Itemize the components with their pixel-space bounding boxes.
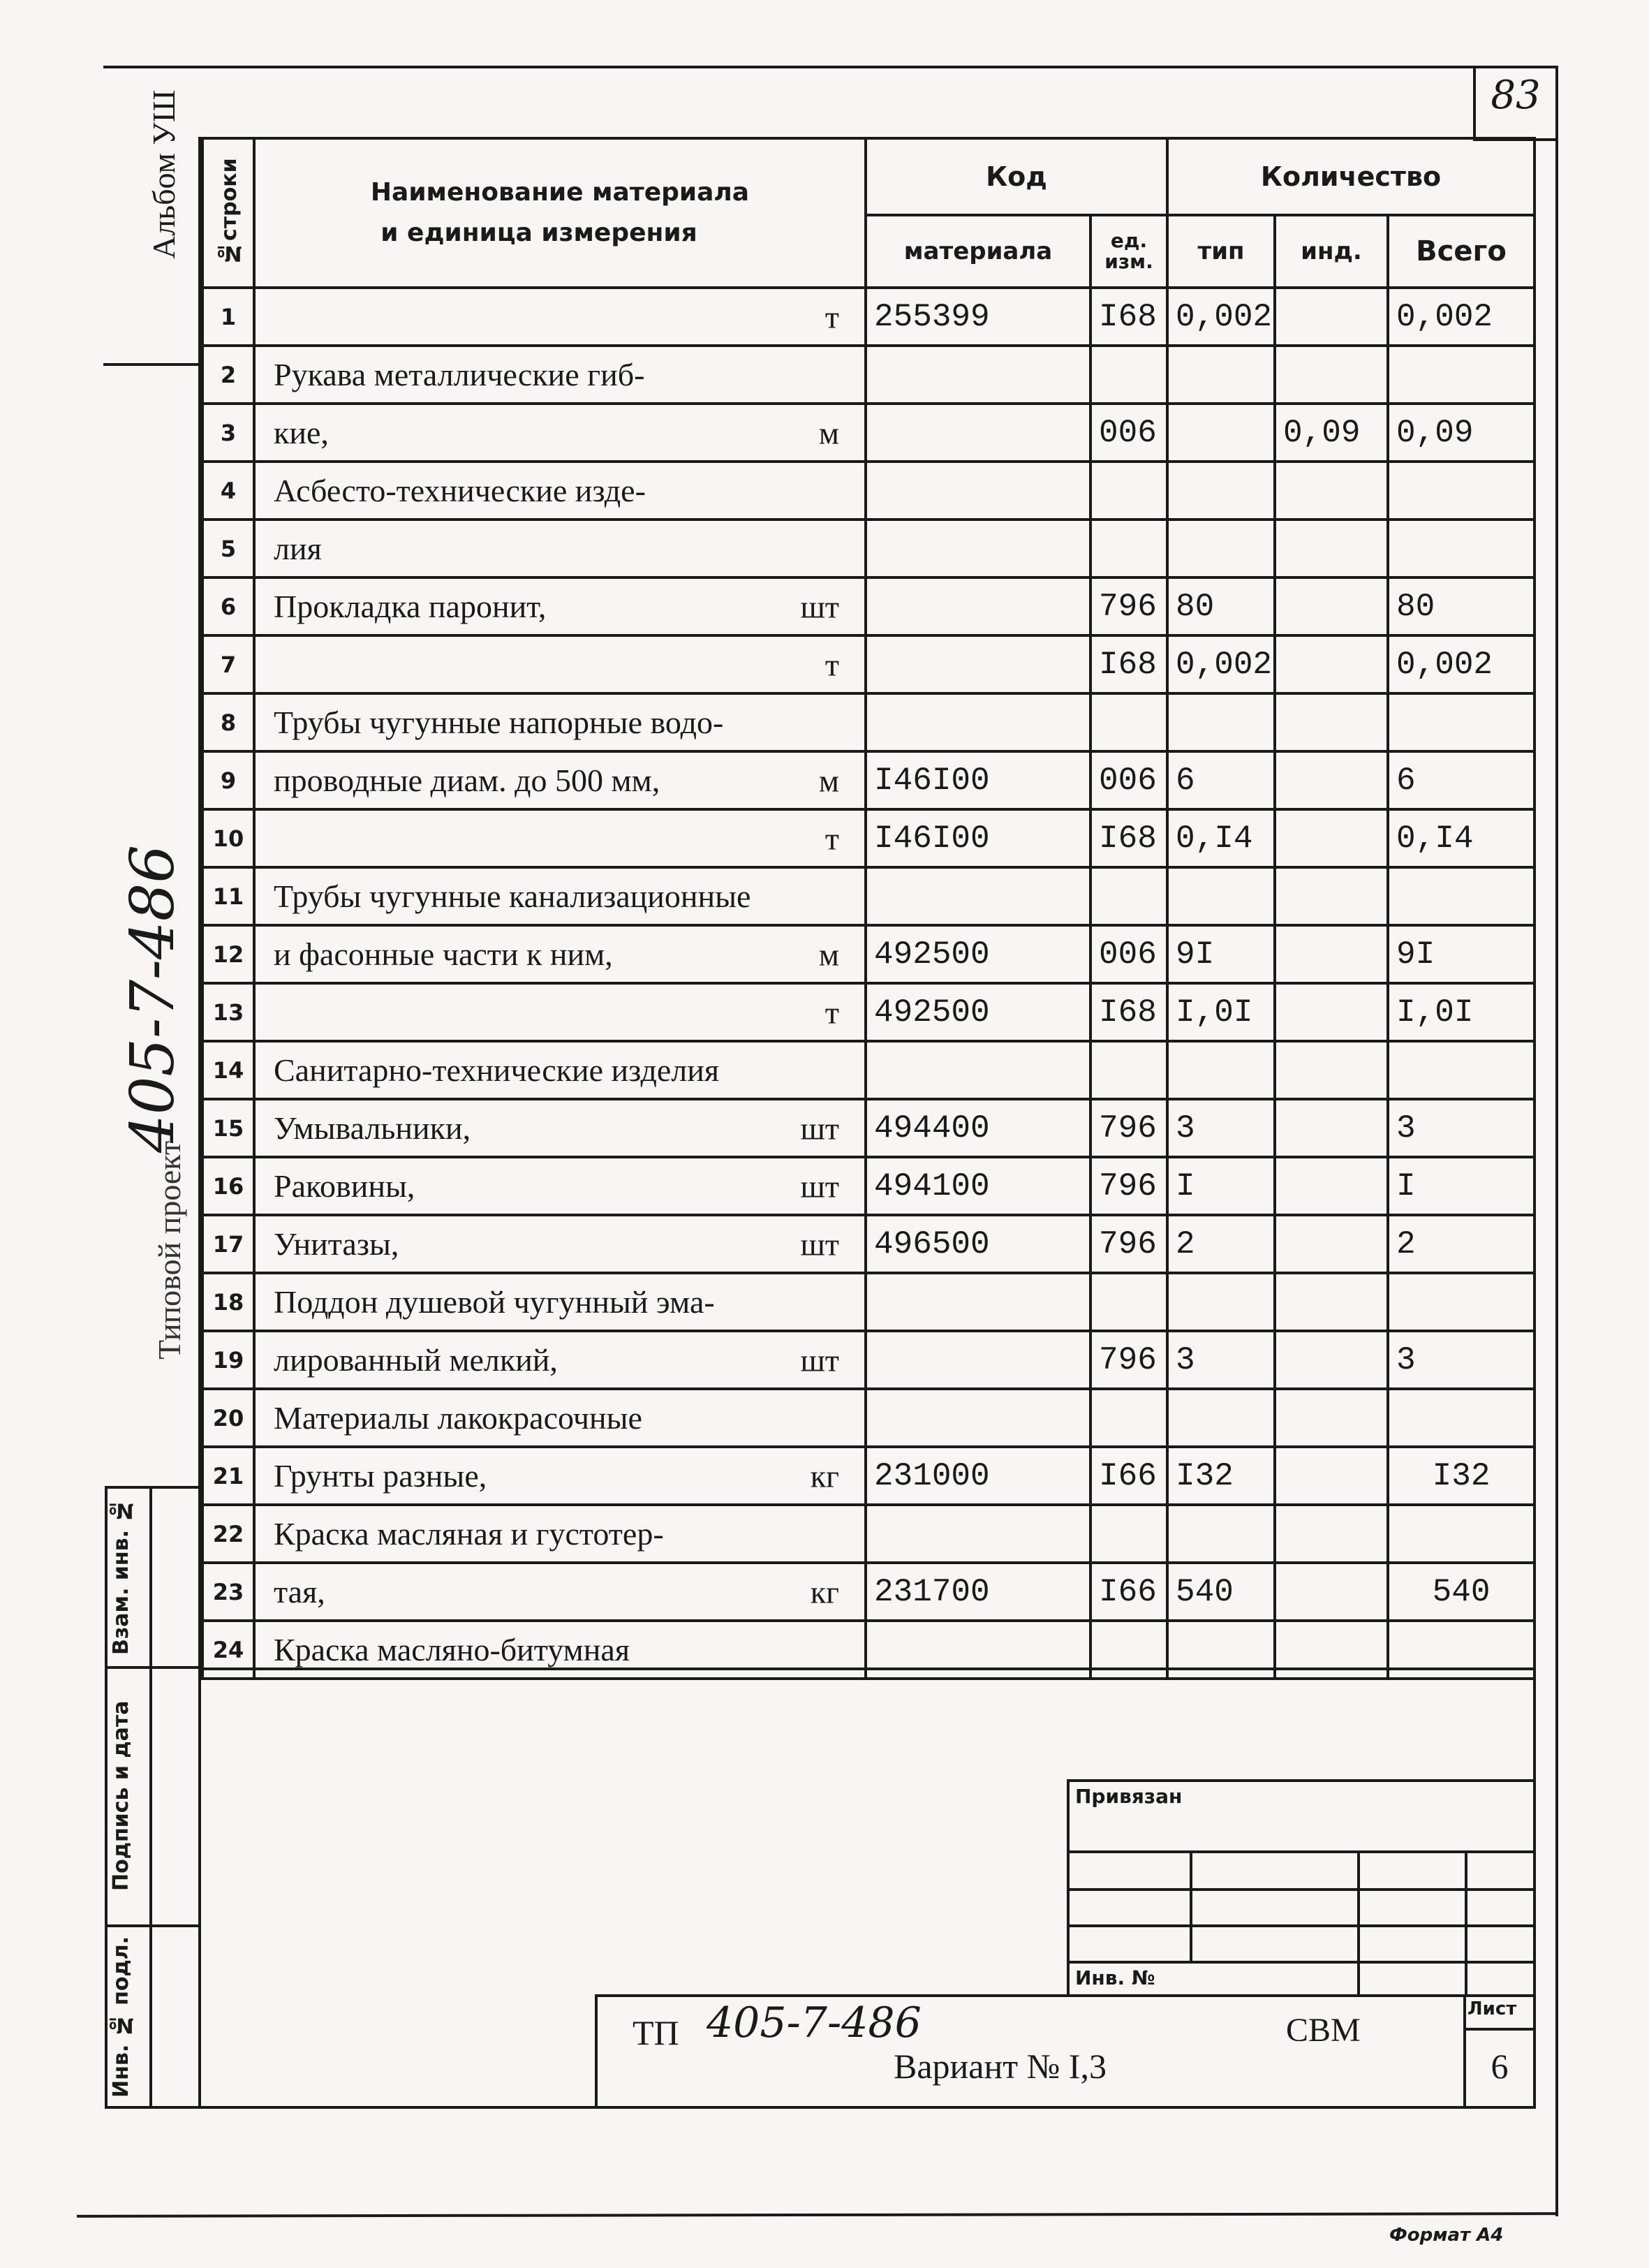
- qty-total: 80: [1388, 577, 1535, 635]
- unit-code: 796: [1090, 1157, 1167, 1215]
- qty-ind: [1275, 1447, 1388, 1505]
- stamp-divider-vertical: [149, 1486, 152, 2109]
- material-name: Прокладка паронит,: [274, 589, 547, 624]
- unit-of-measure: м: [818, 415, 839, 450]
- material-code: [866, 404, 1090, 462]
- material-name-cell: [254, 983, 866, 1041]
- unit-code: 006: [1090, 925, 1167, 983]
- table-row: [202, 1215, 1535, 1273]
- material-name: лия: [274, 531, 322, 566]
- qty-ind: [1275, 1215, 1388, 1273]
- row-number: 18: [202, 1273, 254, 1331]
- sheet-number: 6: [1491, 2047, 1509, 2086]
- table-row: [202, 1273, 1535, 1331]
- header-code: Код: [866, 138, 1167, 215]
- material-name: Санитарно-технические изделия: [274, 1052, 720, 1088]
- unit-code: 796: [1090, 1215, 1167, 1273]
- table-row: [202, 635, 1535, 693]
- qty-total: I,0I: [1388, 983, 1535, 1041]
- table-row: [202, 1389, 1535, 1447]
- material-code: [866, 635, 1090, 693]
- top-frame-line: [103, 66, 1558, 68]
- unit-of-measure: м: [818, 763, 839, 798]
- unit-code: [1090, 520, 1167, 577]
- material-name: Трубы чугунные канализационные: [274, 878, 751, 914]
- material-code: [866, 346, 1090, 404]
- unit-code: 796: [1090, 1331, 1167, 1389]
- row-number: 22: [202, 1505, 254, 1563]
- privyazan-title: Привязан: [1075, 1785, 1183, 1808]
- unit-of-measure: т: [824, 299, 839, 334]
- qty-type: [1167, 693, 1275, 751]
- qty-type: 9I: [1167, 925, 1275, 983]
- stamp-podpis: Подпись и дата: [109, 1700, 133, 1892]
- table-row: [202, 1563, 1535, 1621]
- qty-type: [1167, 462, 1275, 520]
- qty-ind: [1275, 288, 1388, 346]
- qty-type: 540: [1167, 1563, 1275, 1621]
- privyazan-vline-2: [1357, 1850, 1360, 1997]
- qty-total: 0,002: [1388, 635, 1535, 693]
- qty-total: [1388, 1389, 1535, 1447]
- unit-code: [1090, 1389, 1167, 1447]
- qty-type: I: [1167, 1157, 1275, 1215]
- header-material: материала: [866, 215, 1090, 288]
- qty-type: 0,002: [1167, 288, 1275, 346]
- qty-ind: [1275, 635, 1388, 693]
- material-name-cell: [254, 1157, 866, 1215]
- unit-code: I68: [1090, 809, 1167, 867]
- qty-total: I32: [1388, 1447, 1535, 1505]
- row-number: 23: [202, 1563, 254, 1621]
- material-name-cell: [254, 1099, 866, 1157]
- material-name-cell: [254, 1273, 866, 1331]
- material-name: Раковины,: [274, 1168, 415, 1204]
- material-name-cell: [254, 809, 866, 867]
- row-number: 16: [202, 1157, 254, 1215]
- material-name: и фасонные части к ним,: [274, 936, 613, 972]
- unit-code: I68: [1090, 983, 1167, 1041]
- album-label: Альбом УШ: [146, 89, 182, 260]
- right-frame-line: [1555, 66, 1558, 2216]
- qty-ind: [1275, 1563, 1388, 1621]
- material-code: I46I00: [866, 809, 1090, 867]
- qty-ind: [1275, 1273, 1388, 1331]
- material-code: 492500: [866, 925, 1090, 983]
- tp-number: 405-7-486: [707, 1998, 922, 2047]
- unit-code: [1090, 693, 1167, 751]
- material-code: [866, 1273, 1090, 1331]
- qty-total: [1388, 346, 1535, 404]
- qty-ind: 0,09: [1275, 404, 1388, 462]
- header-total: Всего: [1388, 215, 1535, 288]
- material-name: кие,: [274, 415, 329, 450]
- material-name-cell: [254, 520, 866, 577]
- qty-type: 0,002: [1167, 635, 1275, 693]
- material-code: [866, 520, 1090, 577]
- table-bottom-line: [198, 1667, 1536, 1670]
- material-code: 496500: [866, 1215, 1090, 1273]
- stamp-vzam: Взам. инв. №: [109, 1498, 133, 1656]
- material-name: Рукава металлические гиб-: [274, 357, 645, 392]
- qty-total: 0,09: [1388, 404, 1535, 462]
- sheet-label: Лист: [1467, 1998, 1517, 2019]
- qty-total: 0,I4: [1388, 809, 1535, 867]
- material-name-cell: [254, 635, 866, 693]
- material-name-cell: [254, 1041, 866, 1099]
- tp-label: ТП: [633, 2013, 679, 2052]
- material-code: [866, 1331, 1090, 1389]
- unit-of-measure: т: [824, 994, 839, 1030]
- unit-of-measure: кг: [810, 1458, 839, 1494]
- qty-ind: [1275, 1041, 1388, 1099]
- spec-table: [201, 137, 1536, 1680]
- material-code: 231700: [866, 1563, 1090, 1621]
- material-name-cell: [254, 1563, 866, 1621]
- privyazan-vline-1: [1190, 1850, 1192, 1962]
- table-row: [202, 404, 1535, 462]
- qty-type: 6: [1167, 751, 1275, 809]
- qty-total: 9I: [1388, 925, 1535, 983]
- row-number: 13: [202, 983, 254, 1041]
- row-number: 8: [202, 693, 254, 751]
- material-name-cell: [254, 751, 866, 809]
- qty-ind: [1275, 462, 1388, 520]
- material-name-cell: [254, 346, 866, 404]
- margin-tick: [103, 363, 201, 366]
- material-code: [866, 1505, 1090, 1563]
- table-row: [202, 867, 1535, 925]
- row-number: 24: [202, 1621, 254, 1679]
- row-number: 7: [202, 635, 254, 693]
- header-type: тип: [1167, 215, 1275, 288]
- row-number: 21: [202, 1447, 254, 1505]
- qty-type: 80: [1167, 577, 1275, 635]
- unit-of-measure: шт: [800, 1110, 839, 1146]
- material-code: 494400: [866, 1099, 1090, 1157]
- unit-code: [1090, 346, 1167, 404]
- material-code: [866, 693, 1090, 751]
- title-block-sheet-line: [1463, 2028, 1536, 2031]
- bottom-frame-line: [77, 2212, 1558, 2218]
- material-name-cell: [254, 925, 866, 983]
- material-code: 255399: [866, 288, 1090, 346]
- table-row: [202, 1041, 1535, 1099]
- unit-code: 006: [1090, 404, 1167, 462]
- unit-code: I68: [1090, 635, 1167, 693]
- row-number: 6: [202, 577, 254, 635]
- material-name-cell: [254, 1447, 866, 1505]
- row-number: 14: [202, 1041, 254, 1099]
- qty-type: [1167, 404, 1275, 462]
- table-row: [202, 693, 1535, 751]
- qty-type: [1167, 1389, 1275, 1447]
- table-row: [202, 577, 1535, 635]
- material-name-cell: [254, 867, 866, 925]
- unit-code: 796: [1090, 577, 1167, 635]
- row-number: 12: [202, 925, 254, 983]
- qty-total: I: [1388, 1157, 1535, 1215]
- unit-code: I68: [1090, 288, 1167, 346]
- qty-type: [1167, 1273, 1275, 1331]
- privyazan-inv: Инв. №: [1075, 1966, 1155, 1989]
- material-name: Асбесто-технические изде-: [274, 473, 646, 508]
- qty-total: [1388, 462, 1535, 520]
- qty-ind: [1275, 1389, 1388, 1447]
- qty-ind: [1275, 809, 1388, 867]
- qty-type: I32: [1167, 1447, 1275, 1505]
- qty-type: [1167, 1505, 1275, 1563]
- variant: Вариант № I,3: [894, 2047, 1107, 2086]
- table-row: [202, 1157, 1535, 1215]
- qty-ind: [1275, 346, 1388, 404]
- qty-type: 3: [1167, 1331, 1275, 1389]
- table-row: [202, 520, 1535, 577]
- side-project-label: Типовой проект: [151, 1140, 187, 1360]
- row-number: 20: [202, 1389, 254, 1447]
- qty-total: [1388, 1505, 1535, 1563]
- qty-ind: [1275, 983, 1388, 1041]
- material-name: Унитазы,: [274, 1226, 399, 1262]
- qty-total: 3: [1388, 1331, 1535, 1389]
- material-name-cell: [254, 693, 866, 751]
- material-name-cell: [254, 1331, 866, 1389]
- material-name: Поддон душевой чугунный эма-: [274, 1284, 715, 1320]
- row-number: 5: [202, 520, 254, 577]
- material-code: [866, 1389, 1090, 1447]
- qty-ind: [1275, 1505, 1388, 1563]
- qty-ind: [1275, 1099, 1388, 1157]
- header-quantity: Количество: [1167, 138, 1535, 215]
- header-name: Наименование материала и единица измерения: [254, 138, 866, 288]
- qty-ind: [1275, 520, 1388, 577]
- qty-total: 2: [1388, 1215, 1535, 1273]
- material-name-cell: [254, 577, 866, 635]
- qty-type: 0,I4: [1167, 809, 1275, 867]
- row-number: 10: [202, 809, 254, 867]
- table-row: [202, 925, 1535, 983]
- unit-code: 796: [1090, 1099, 1167, 1157]
- page-number: 83: [1491, 73, 1541, 118]
- unit-code: [1090, 1505, 1167, 1563]
- stamp-inv-podl: Инв. № подл.: [109, 1936, 133, 2098]
- material-name: лированный мелкий,: [274, 1342, 558, 1378]
- material-code: [866, 1041, 1090, 1099]
- material-name: Умывальники,: [274, 1110, 471, 1146]
- qty-type: I,0I: [1167, 983, 1275, 1041]
- table-row: [202, 751, 1535, 809]
- qty-type: [1167, 1041, 1275, 1099]
- qty-total: 6: [1388, 751, 1535, 809]
- material-code: [866, 867, 1090, 925]
- table-row: [202, 1505, 1535, 1563]
- row-number: 4: [202, 462, 254, 520]
- table-row: [202, 288, 1535, 346]
- qty-total: [1388, 1273, 1535, 1331]
- row-number: 2: [202, 346, 254, 404]
- qty-ind: [1275, 925, 1388, 983]
- header-unit-code: ед. изм.: [1090, 215, 1167, 288]
- side-project-number: 405-7-486: [118, 844, 188, 1153]
- material-name-cell: [254, 462, 866, 520]
- material-name: проводные диам. до 500 мм,: [274, 763, 660, 798]
- qty-type: [1167, 520, 1275, 577]
- unit-code: I66: [1090, 1563, 1167, 1621]
- unit-code: 006: [1090, 751, 1167, 809]
- material-name: Материалы лакокрасочные: [274, 1400, 642, 1436]
- row-number: 9: [202, 751, 254, 809]
- unit-code: I66: [1090, 1447, 1167, 1505]
- qty-type: 2: [1167, 1215, 1275, 1273]
- unit-of-measure: шт: [800, 1168, 839, 1204]
- qty-type: 3: [1167, 1099, 1275, 1157]
- header-ind: инд.: [1275, 215, 1388, 288]
- table-row: [202, 1447, 1535, 1505]
- table-body: [202, 288, 1535, 1679]
- material-name-cell: [254, 1389, 866, 1447]
- material-name-cell: [254, 1215, 866, 1273]
- material-name-cell: [254, 1505, 866, 1563]
- qty-total: [1388, 520, 1535, 577]
- material-name-cell: [254, 288, 866, 346]
- qty-ind: [1275, 1157, 1388, 1215]
- unit-of-measure: шт: [800, 1226, 839, 1262]
- qty-type: [1167, 346, 1275, 404]
- unit-code: [1090, 462, 1167, 520]
- unit-of-measure: т: [824, 647, 839, 682]
- material-code: 231000: [866, 1447, 1090, 1505]
- unit-of-measure: шт: [800, 1342, 839, 1378]
- row-number: 17: [202, 1215, 254, 1273]
- material-code: 492500: [866, 983, 1090, 1041]
- qty-ind: [1275, 751, 1388, 809]
- material-code: [866, 462, 1090, 520]
- document-code: СВМ: [1286, 2012, 1361, 2049]
- material-name: Грунты разные,: [274, 1458, 487, 1494]
- unit-code: [1090, 1273, 1167, 1331]
- material-code: 494100: [866, 1157, 1090, 1215]
- row-number: 19: [202, 1331, 254, 1389]
- material-name-cell: [254, 404, 866, 462]
- material-name: тая,: [274, 1574, 325, 1610]
- table-row: [202, 809, 1535, 867]
- material-name: Трубы чугунные напорные водо-: [274, 705, 724, 740]
- qty-total: [1388, 867, 1535, 925]
- table-row: [202, 1099, 1535, 1157]
- qty-ind: [1275, 1331, 1388, 1389]
- material-code: [866, 577, 1090, 635]
- table-row: [202, 346, 1535, 404]
- row-number: 1: [202, 288, 254, 346]
- qty-total: 3: [1388, 1099, 1535, 1157]
- qty-ind: [1275, 693, 1388, 751]
- format-label: Формат А4: [1389, 2225, 1504, 2246]
- qty-total: 540: [1388, 1563, 1535, 1621]
- qty-total: 0,002: [1388, 288, 1535, 346]
- unit-of-measure: шт: [800, 589, 839, 624]
- unit-of-measure: кг: [810, 1574, 839, 1610]
- qty-ind: [1275, 577, 1388, 635]
- material-name: Краска масляно-битумная: [274, 1632, 630, 1667]
- material-name: Краска масляная и густотер-: [274, 1516, 664, 1552]
- unit-code: [1090, 1041, 1167, 1099]
- material-code: I46I00: [866, 751, 1090, 809]
- row-number: 3: [202, 404, 254, 462]
- table-row: [202, 983, 1535, 1041]
- qty-ind: [1275, 867, 1388, 925]
- unit-of-measure: м: [818, 936, 839, 972]
- unit-code: [1090, 867, 1167, 925]
- qty-total: [1388, 693, 1535, 751]
- privyazan-vline-3: [1465, 1850, 1467, 1997]
- unit-of-measure: т: [824, 820, 839, 856]
- row-number: 15: [202, 1099, 254, 1157]
- qty-type: [1167, 867, 1275, 925]
- table-row: [202, 1331, 1535, 1389]
- table-row: [202, 462, 1535, 520]
- qty-total: [1388, 1041, 1535, 1099]
- row-number: 11: [202, 867, 254, 925]
- header-row-no: №строки: [202, 138, 254, 288]
